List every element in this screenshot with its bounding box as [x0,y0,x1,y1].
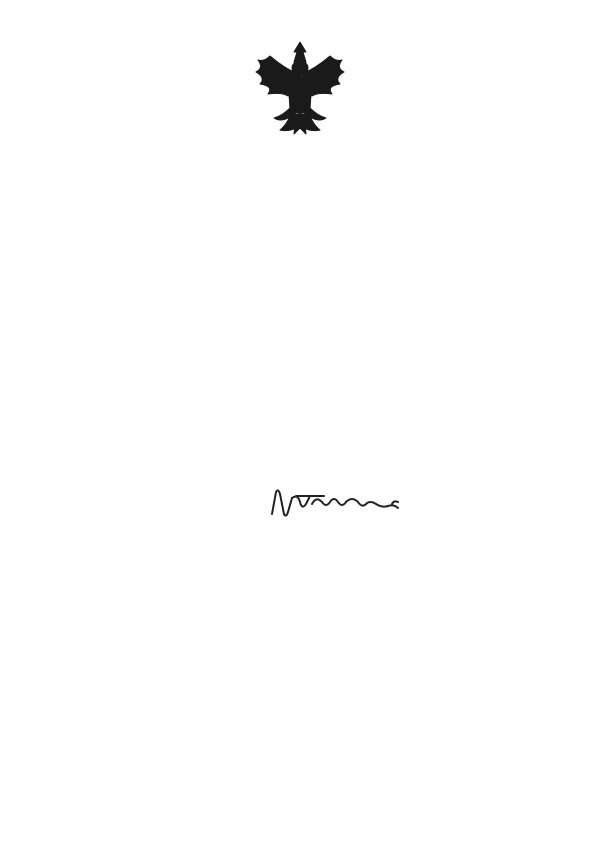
garuda-emblem-icon [244,38,356,138]
handwritten-signature [266,484,406,520]
